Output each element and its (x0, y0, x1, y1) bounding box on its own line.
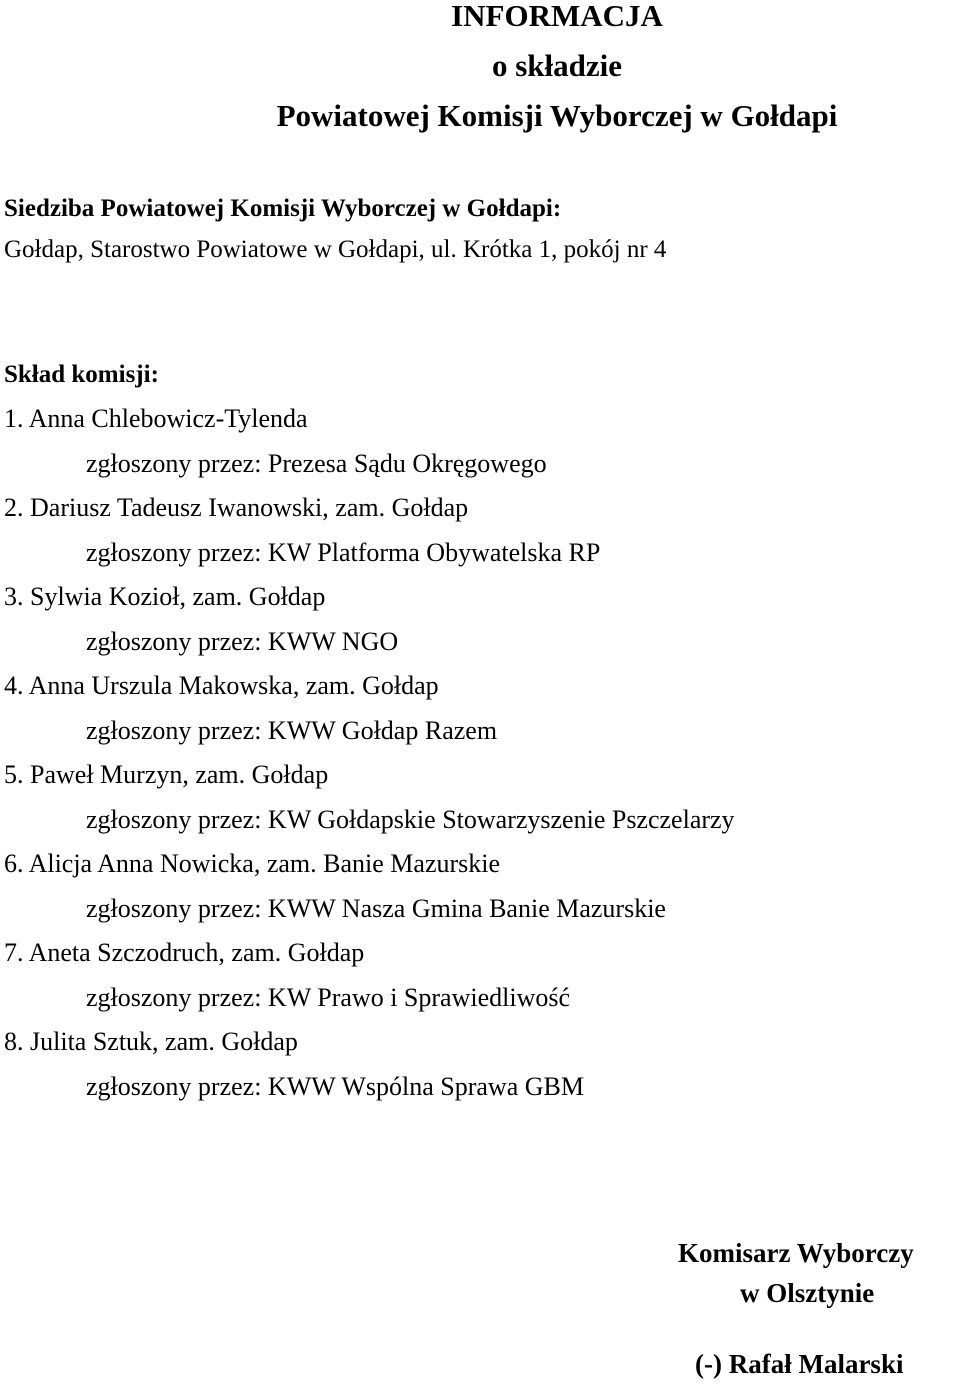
member-nominated-by: zgłoszony przez: KW Gołdapskie Stowarzyszenie Pszczelarzy (86, 805, 735, 834)
signatory-location: w Olsztynie (740, 1278, 875, 1308)
member-item: 2. Dariusz Tadeusz Iwanowski, zam. Gołdap (4, 493, 469, 522)
member-item: 5. Paweł Murzyn, zam. Gołdap (4, 760, 329, 789)
signatory-title: Komisarz Wyborczy (678, 1238, 914, 1268)
member-item: 4. Anna Urszula Makowska, zam. Gołdap (4, 671, 439, 700)
member-nominated-by: zgłoszony przez: KW Prawo i Sprawiedliwość (86, 983, 571, 1012)
member-item: 8. Julita Sztuk, zam. Gołdap (4, 1027, 298, 1056)
member-nominated-by: zgłoszony przez: KWW Gołdap Razem (86, 716, 498, 745)
member-nominated-by: zgłoszony przez: KW Platforma Obywatelska RP (86, 538, 601, 567)
document-subtitle: o składzie (491, 48, 623, 83)
member-nominated-by: zgłoszony przez: Prezesa Sądu Okręgowego (86, 449, 547, 478)
seat-address: Gołdap, Starostwo Powiatowe w Gołdapi, ul. Krótka 1, pokój nr 4 (4, 236, 667, 263)
seat-label: Siedziba Powiatowej Komisji Wyborczej w Gołdapi: (4, 195, 562, 222)
commission-name: Powiatowej Komisji Wyborczej w Gołdapi (276, 98, 838, 133)
member-item: 1. Anna Chlebowicz-Tylenda (4, 404, 308, 433)
document-title: INFORMACJA (451, 0, 663, 33)
member-nominated-by: zgłoszony przez: KWW NGO (86, 627, 399, 656)
signatory-name: (-) Rafał Malarski (695, 1349, 904, 1379)
member-item: 6. Alicja Anna Nowicka, zam. Banie Mazurskie (4, 849, 501, 878)
member-item: 3. Sylwia Kozioł, zam. Gołdap (4, 582, 326, 611)
composition-label: Skład komisji: (4, 361, 159, 388)
member-item: 7. Aneta Szczodruch, zam. Gołdap (4, 938, 365, 967)
member-nominated-by: zgłoszony przez: KWW Wspólna Sprawa GBM (86, 1072, 584, 1101)
member-nominated-by: zgłoszony przez: KWW Nasza Gmina Banie Mazurskie (86, 894, 666, 923)
